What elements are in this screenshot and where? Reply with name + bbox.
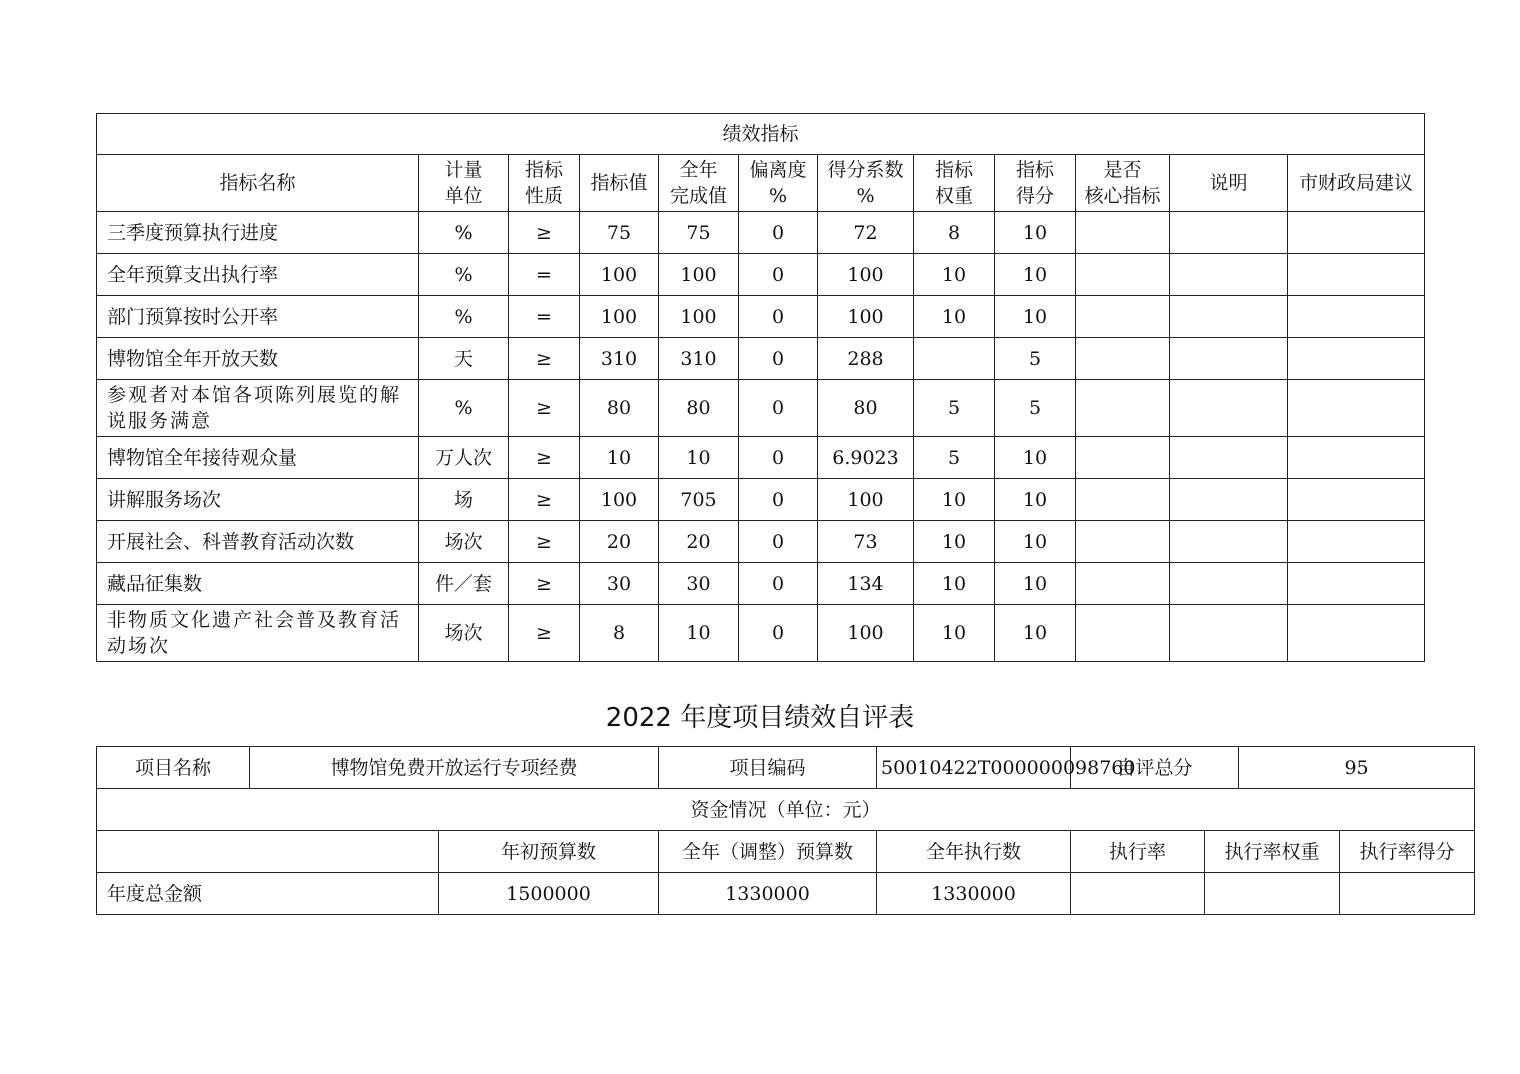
indicator-coefficient-cell: 72 [818, 212, 914, 254]
indicator-row [97, 479, 1425, 521]
performance-indicator-table [96, 113, 1425, 662]
indicator-weight-cell: 5 [914, 380, 995, 437]
indicator-score-cell: 10 [995, 212, 1076, 254]
indicator-advice-cell [1288, 296, 1425, 338]
indicator-deviation-cell: 0 [739, 605, 818, 662]
indicator-deviation-cell: 0 [739, 254, 818, 296]
indicator-weight-cell: 10 [914, 479, 995, 521]
indicator-target-cell: 20 [580, 521, 659, 563]
self-evaluation-table [96, 746, 1475, 915]
annual-adjusted-budget: 1330000 [659, 873, 877, 915]
indicator-target-cell: 10 [580, 437, 659, 479]
indicator-note-cell [1170, 521, 1288, 563]
indicator-advice-cell [1288, 437, 1425, 479]
project-code-label: 项目编码 [659, 747, 877, 789]
indicator-score-cell: 10 [995, 437, 1076, 479]
indicator-row [97, 254, 1425, 296]
indicator-note-cell [1170, 212, 1288, 254]
indicator-name-cell: 非物质文化遗产社会普及教育活动场次 [97, 605, 419, 662]
indicator-completion-cell: 75 [659, 212, 739, 254]
annual-total-row [97, 873, 1475, 915]
indicator-target-cell: 80 [580, 380, 659, 437]
indicator-score-cell: 10 [995, 296, 1076, 338]
header-indicator-name: 指标名称 [97, 155, 419, 212]
funds-header-row [97, 831, 1475, 873]
annual-total-label: 年度总金额 [97, 873, 439, 915]
indicator-nature-cell: ≥ [509, 521, 580, 563]
document-title: 2022 年度项目绩效自评表 [605, 703, 915, 733]
indicator-unit-cell: % [419, 212, 509, 254]
indicator-advice-cell [1288, 338, 1425, 380]
header-core-indicator: 是否 核心指标 [1076, 155, 1170, 212]
header-nature: 指标 性质 [509, 155, 580, 212]
indicator-nature-cell: ≥ [509, 437, 580, 479]
indicator-name-cell: 参观者对本馆各项陈列展览的解说服务满意 [97, 380, 419, 437]
indicator-unit-cell: 场次 [419, 605, 509, 662]
indicator-row [97, 521, 1425, 563]
indicator-advice-cell [1288, 212, 1425, 254]
indicator-core-cell [1076, 437, 1170, 479]
indicator-advice-cell [1288, 254, 1425, 296]
indicator-row [97, 380, 1425, 437]
indicator-target-cell: 75 [580, 212, 659, 254]
indicator-name-cell: 博物馆全年接待观众量 [97, 437, 419, 479]
header-score: 指标 得分 [995, 155, 1076, 212]
funds-header-blank [97, 831, 439, 873]
indicator-weight-cell: 8 [914, 212, 995, 254]
header-unit: 计量 单位 [419, 155, 509, 212]
indicator-coefficient-cell: 6.9023 [818, 437, 914, 479]
indicator-deviation-cell: 0 [739, 479, 818, 521]
indicator-target-cell: 30 [580, 563, 659, 605]
indicator-advice-cell [1288, 563, 1425, 605]
indicator-advice-cell [1288, 479, 1425, 521]
indicator-nature-cell: ≥ [509, 563, 580, 605]
indicator-core-cell [1076, 521, 1170, 563]
indicator-weight-cell: 10 [914, 563, 995, 605]
performance-section-title: 绩效指标 [97, 114, 1425, 155]
indicator-nature-cell: ≥ [509, 212, 580, 254]
header-rate-weight: 执行率权重 [1205, 831, 1340, 873]
indicator-coefficient-cell: 80 [818, 380, 914, 437]
total-score-label: 自评总分 [1071, 747, 1239, 789]
project-name-label: 项目名称 [97, 747, 250, 789]
indicator-completion-cell: 310 [659, 338, 739, 380]
indicator-deviation-cell: 0 [739, 437, 818, 479]
indicator-name-cell: 三季度预算执行进度 [97, 212, 419, 254]
total-score-value: 95 [1239, 747, 1475, 789]
project-info-row [97, 747, 1475, 789]
annual-execution-rate [1071, 873, 1205, 915]
indicator-weight-cell: 10 [914, 521, 995, 563]
indicator-unit-cell: 件／套 [419, 563, 509, 605]
indicator-target-cell: 100 [580, 254, 659, 296]
indicator-row [97, 212, 1425, 254]
indicator-core-cell [1076, 296, 1170, 338]
indicator-weight-cell: 10 [914, 254, 995, 296]
funds-section-title: 资金情况（单位：元） [97, 789, 1475, 831]
indicator-completion-cell: 100 [659, 254, 739, 296]
indicator-completion-cell: 100 [659, 296, 739, 338]
indicator-note-cell [1170, 563, 1288, 605]
indicator-weight-cell [914, 338, 995, 380]
indicator-target-cell: 100 [580, 296, 659, 338]
indicator-unit-cell: 场次 [419, 521, 509, 563]
header-adjusted-budget: 全年（调整）预算数 [659, 831, 877, 873]
indicator-target-cell: 8 [580, 605, 659, 662]
annual-execution: 1330000 [877, 873, 1071, 915]
indicator-advice-cell [1288, 521, 1425, 563]
indicator-core-cell [1076, 380, 1170, 437]
indicator-unit-cell: 场 [419, 479, 509, 521]
indicator-score-cell: 10 [995, 563, 1076, 605]
indicator-row [97, 338, 1425, 380]
indicator-note-cell [1170, 437, 1288, 479]
indicator-core-cell [1076, 605, 1170, 662]
indicator-row [97, 296, 1425, 338]
indicator-completion-cell: 10 [659, 437, 739, 479]
project-code-value: 50010422T000000098760 [877, 747, 1071, 789]
indicator-name-cell: 藏品征集数 [97, 563, 419, 605]
indicator-note-cell [1170, 605, 1288, 662]
indicator-deviation-cell: 0 [739, 563, 818, 605]
indicator-core-cell [1076, 479, 1170, 521]
indicator-note-cell [1170, 296, 1288, 338]
indicator-score-cell: 10 [995, 605, 1076, 662]
indicator-unit-cell: 万人次 [419, 437, 509, 479]
indicator-name-cell: 全年预算支出执行率 [97, 254, 419, 296]
header-weight: 指标 权重 [914, 155, 995, 212]
indicator-coefficient-cell: 100 [818, 296, 914, 338]
indicator-score-cell: 5 [995, 380, 1076, 437]
header-row [97, 155, 1425, 212]
annual-rate-weight [1205, 873, 1340, 915]
header-note: 说明 [1170, 155, 1288, 212]
indicator-unit-cell: 天 [419, 338, 509, 380]
indicator-name-cell: 讲解服务场次 [97, 479, 419, 521]
indicator-score-cell: 10 [995, 521, 1076, 563]
indicator-coefficient-cell: 73 [818, 521, 914, 563]
indicator-advice-cell [1288, 380, 1425, 437]
indicator-target-cell: 310 [580, 338, 659, 380]
indicator-deviation-cell: 0 [739, 338, 818, 380]
indicator-core-cell [1076, 338, 1170, 380]
header-target-value: 指标值 [580, 155, 659, 212]
indicator-weight-cell: 5 [914, 437, 995, 479]
indicator-unit-cell: % [419, 296, 509, 338]
indicator-score-cell: 10 [995, 479, 1076, 521]
annual-initial-budget: 1500000 [439, 873, 659, 915]
indicator-coefficient-cell: 100 [818, 479, 914, 521]
indicator-nature-cell: = [509, 296, 580, 338]
indicator-completion-cell: 20 [659, 521, 739, 563]
indicator-completion-cell: 10 [659, 605, 739, 662]
indicator-score-cell: 10 [995, 254, 1076, 296]
indicator-coefficient-cell: 100 [818, 254, 914, 296]
indicator-row [97, 563, 1425, 605]
indicator-note-cell [1170, 254, 1288, 296]
indicator-nature-cell: ≥ [509, 479, 580, 521]
annual-rate-score [1340, 873, 1475, 915]
indicator-coefficient-cell: 134 [818, 563, 914, 605]
indicator-core-cell [1076, 563, 1170, 605]
indicator-note-cell [1170, 479, 1288, 521]
indicator-coefficient-cell: 100 [818, 605, 914, 662]
indicator-nature-cell: ≥ [509, 605, 580, 662]
indicator-completion-cell: 705 [659, 479, 739, 521]
indicator-name-cell: 博物馆全年开放天数 [97, 338, 419, 380]
indicator-core-cell [1076, 254, 1170, 296]
header-initial-budget: 年初预算数 [439, 831, 659, 873]
header-execution-rate: 执行率 [1071, 831, 1205, 873]
indicator-deviation-cell: 0 [739, 296, 818, 338]
project-name-value: 博物馆免费开放运行专项经费 [250, 747, 659, 789]
indicator-weight-cell: 10 [914, 605, 995, 662]
header-completion-value: 全年 完成值 [659, 155, 739, 212]
indicator-completion-cell: 80 [659, 380, 739, 437]
indicator-nature-cell: = [509, 254, 580, 296]
indicator-note-cell [1170, 338, 1288, 380]
indicator-name-cell: 开展社会、科普教育活动次数 [97, 521, 419, 563]
indicator-deviation-cell: 0 [739, 380, 818, 437]
indicator-note-cell [1170, 380, 1288, 437]
indicator-name-cell: 部门预算按时公开率 [97, 296, 419, 338]
indicator-weight-cell: 10 [914, 296, 995, 338]
indicator-deviation-cell: 0 [739, 212, 818, 254]
header-execution: 全年执行数 [877, 831, 1071, 873]
indicator-nature-cell: ≥ [509, 338, 580, 380]
indicator-row [97, 437, 1425, 479]
header-rate-score: 执行率得分 [1340, 831, 1475, 873]
indicator-coefficient-cell: 288 [818, 338, 914, 380]
indicator-unit-cell: % [419, 380, 509, 437]
header-finance-advice: 市财政局建议 [1288, 155, 1425, 212]
header-deviation: 偏离度 % [739, 155, 818, 212]
indicator-completion-cell: 30 [659, 563, 739, 605]
indicator-nature-cell: ≥ [509, 380, 580, 437]
indicator-advice-cell [1288, 605, 1425, 662]
header-score-coefficient: 得分系数 % [818, 155, 914, 212]
indicator-unit-cell: % [419, 254, 509, 296]
indicator-deviation-cell: 0 [739, 521, 818, 563]
indicator-core-cell [1076, 212, 1170, 254]
indicator-row [97, 605, 1425, 662]
indicator-score-cell: 5 [995, 338, 1076, 380]
indicator-target-cell: 100 [580, 479, 659, 521]
